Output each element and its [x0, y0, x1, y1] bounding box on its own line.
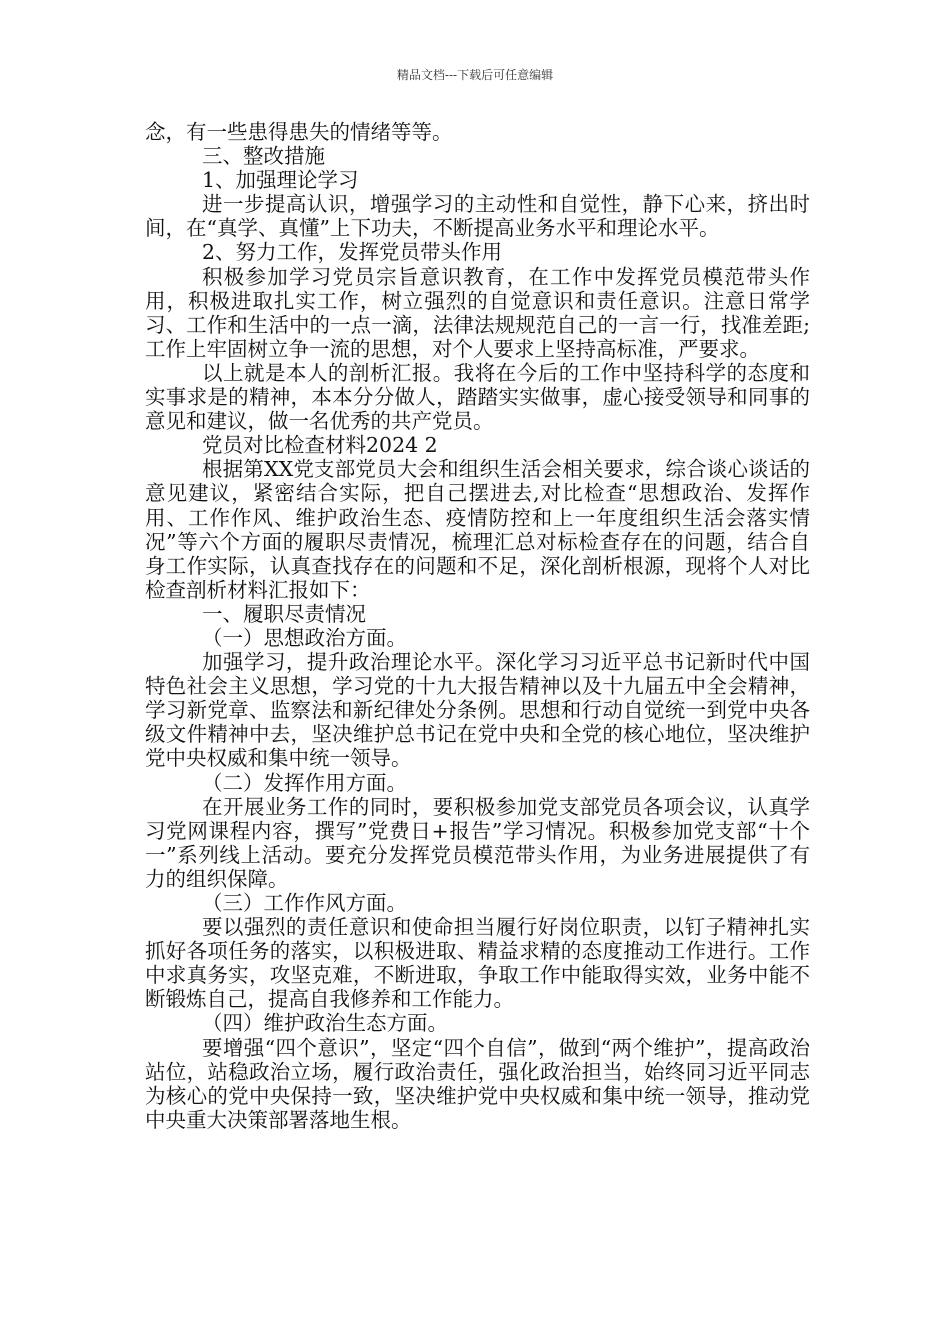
paragraph: （四）维护政治生态方面。	[202, 1011, 448, 1036]
paragraph: 念，有一些患得患失的情绪等等。	[145, 120, 453, 144]
paragraph: 以上就是本人的剖析汇报。我将在今后的工作中坚持科学的态度和实事求是的精神，本本分分做人，踏踏实实做事，虚心接受领导和同事的意见和建议，做一名优秀的共产党员。	[145, 360, 810, 434]
paragraph: 要以强烈的责任意识和使命担当履行好岗位职责，以钉子精神扎实抓好各项任务的落实，以积极进取、精益求精的态度推动工作进行。工作中求真务实，攻坚克难，不断进取，争取工作中能取得实效，业务中能不断锻炼自己，提高自我修养和工作能力。	[145, 915, 810, 1012]
paragraph: 进一步提高认识，增强学习的主动性和自觉性，静下心来，挤出时间，在“真学、真懂”上下功夫，不断提高业务水平和理论水平。	[145, 192, 810, 241]
paragraph: 一、履职尽责情况	[202, 601, 366, 626]
paragraph: 根据第XX党支部党员大会和组织生活会相关要求，综合谈心谈话的意见建议，紧密结合实际，把自己摆进去,对比检查“思想政治、发挥作用、工作作风、维护政治生态、疫情防控和上一年度组织生活会落实情况”等六个方面的履职尽责情况，梳理汇总对标检查存在的问题，结合自身工作实际，认真查找存在的问题和不足，深化剖析根源，现将个人对比检查剖析材料汇报如下：	[145, 457, 810, 602]
document-body	[145, 120, 810, 1132]
paragraph: （三）工作作风方面。	[202, 891, 407, 915]
paragraph: 在开展业务工作的同时，要积极参加党支部党员各项会议，认真学习党网课程内容，撰写”党费日+报告”学习情况。积极参加党支部“十个一”系列线上活动。要充分发挥党员模范带头作用，为业务进展提供了有力的组织保障。	[145, 794, 810, 891]
paragraph: 党员对比检查材料2024 2	[202, 433, 438, 458]
paragraph: 加强学习，提升政治理论水平。深化学习习近平总书记新时代中国特色社会主义思想，学习党的十九大报告精神以及十九届五中全会精神，学习新党章、监察法和新纪律处分条例。思想和行动自觉统一到党中央各级文件精神中去，坚决维护总书记在党中央和全党的核心地位，坚决维护党中央权威和集中统一领导。	[145, 650, 810, 771]
paragraph: 三、整改措施	[202, 144, 325, 169]
paragraph: （一）思想政治方面。	[202, 625, 407, 650]
paragraph: 积极参加学习党员宗旨意识教育，在工作中发挥党员模范带头作用，积极进取扎实工作，树立强烈的自觉意识和责任意识。注意日常学习、工作和生活中的一点一滴，法律法规规范自己的一言一行，找准差距;工作上牢固树立争一流的思想，对个人要求上坚持高标准，严要求。	[145, 264, 810, 361]
paragraph: 要增强“四个意识”，坚定“四个自信”，做到“两个维护”，提高政治站位，站稳政治立场，履行政治责任，强化政治担当，始终同习近平同志为核心的党中央保持一致，坚决维护党中央权威和集中统一领导，推动党中央重大决策部署落地生根。	[145, 1035, 810, 1132]
paragraph: 1、加强理论学习	[202, 168, 359, 193]
paragraph: 2、努力工作，发挥党员带头作用	[202, 240, 503, 265]
paragraph: （二）发挥作用方面。	[202, 770, 407, 795]
page-header: 精品文档---下载后可任意编辑	[396, 68, 554, 82]
